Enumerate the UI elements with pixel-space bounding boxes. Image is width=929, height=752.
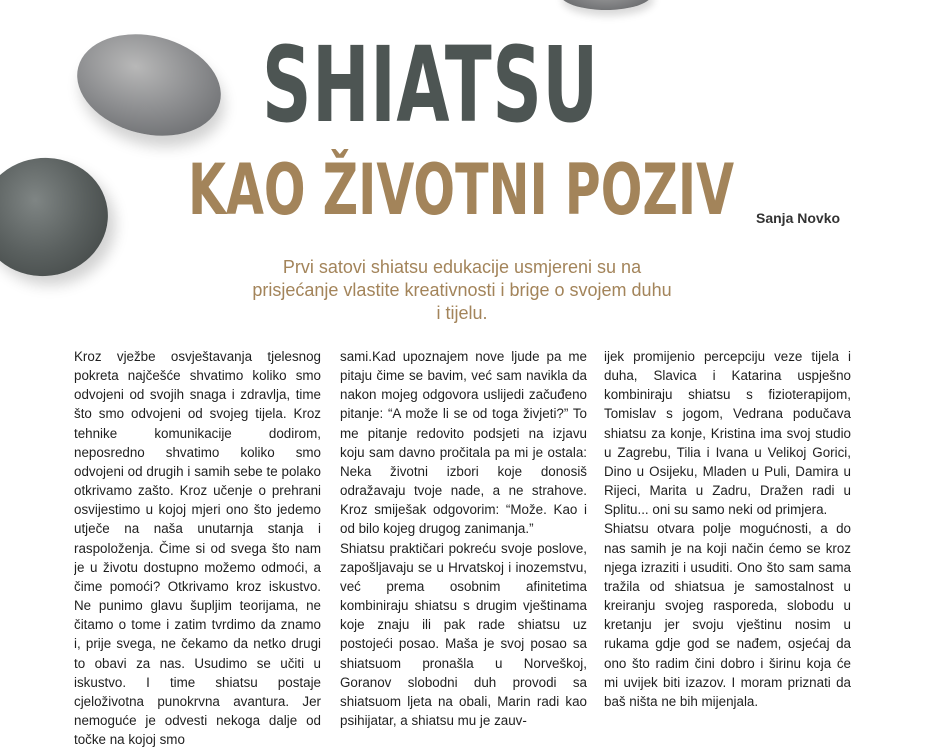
paragraph: Kroz vježbe osvještavanja tjelesnog pokreta najčešće shvatimo koliko smo odvojeni od svojih snaga i zdravlja, time što smo odvojeni od svojeg tijela. Kroz tehnike komunikacije dodirom, neposredno shvatimo koliko smo odvojeni od drugih i samih sebe te polako otkrivamo zašto. Kroz učenje o prehrani osvijestimo u kojoj mjeri ono što jedemo utječe na naša unutarnja stanja i raspoloženja. Čime si od svega što nam je u životu dostupno možemo odmoći, a čime pomoći? Otkrivamo kroz iskustvo. Ne punimo glavu šupljim teorijama, ne čitamo o tome i zatim tvrdimo da znamo i, prije svega, ne čekamo da netko drugi to obavi za nas. Usudimo se učiti u iskustvo. I time shiatsu postaje cjeloživotna punokrvna avantura. Jer nemoguće je odvesti nekoga dalje od točke na kojoj smo bbox=[74, 349, 321, 748]
article-author: Sanja Novko bbox=[756, 210, 841, 226]
text-column-2 bbox=[340, 347, 587, 752]
article-subtitle: KAO ŽIVOTNI POZIV bbox=[188, 149, 735, 231]
paragraph: Shiatsu praktičari pokreću svoje poslove, zapošljavaju se u Hrvatskoj i inozemstvu, već prema osobnim afinitetima kombiniraju shiatsu s drugim vještinama koje znaju ili pak rade shiatsu uz postojeći posao. Maša je svoj posao sa shiatsuom pronašla u Norveškoj, Goranov slobodni duh provodi sa shiatsuom ljeta na obali, Marin radi kao psihijatar, a shiatsu mu je zauv- bbox=[340, 540, 587, 728]
paragraph: ijek promijenio percepciju veze tijela i duha, Slavica i Katarina uspješno kombiniraju shiatsu s fizioterapijom, Tomislav s jogom, Vedrana podučava shiatsu za konje, Kristina ima svoj studio u Zagrebu, Tilia i Ivana u Velikoj Gorici, Dino u Osijeku, Mladen u Puli, Damira u Rijeci, Marita u Zadru, Dražen radi u Splitu... oni su samo neki od primjera. bbox=[604, 349, 851, 518]
paragraph: Shiatsu otvara polje mogućnosti, a do nas samih je na koji način ćemo se kroz njega izraziti i usuditi. Ono što sam sama tražila od shiatsua je samostalnost u kreiranju svojeg rasporeda, slobodu u kretanju jer svoju vještinu nosim u rukama gdje god se nađem, osjećaj da ono što radim čini dobro i širinu koja će mi uvijek biti izazov. I moram priznati da baš ništa ne bih mijenjala. bbox=[604, 521, 851, 709]
stone-grey-image bbox=[66, 20, 231, 150]
article-lead: Prvi satovi shiatsu edukacije usmjereni su na prisjećanje vlastite kreativnosti i brige o svojem duhu i tijelu. bbox=[252, 257, 672, 323]
article-title: SHIATSU bbox=[262, 24, 599, 146]
paragraph: sami.Kad upoznajem nove ljude pa me pitaju čime se bavim, već sam navikla da nakon mojeg odgovora uslijedi začuđeno pitanje: “A može li se od toga živjeti?” To me pitanje redovito podsjeti na izjavu koju sam davno pročitala pa mi je ostala: Neka životni izbori koje donosiš odražavaju tvoje nade, a ne strahove. Kroz smiješak odgovorim: “Može. Kao i od bilo kojeg drugog zanimanja.” bbox=[340, 349, 587, 537]
text-column-3 bbox=[604, 347, 851, 752]
stone-dark-image bbox=[0, 150, 116, 285]
text-column-1 bbox=[74, 347, 321, 752]
stone-top-image bbox=[560, 0, 652, 10]
